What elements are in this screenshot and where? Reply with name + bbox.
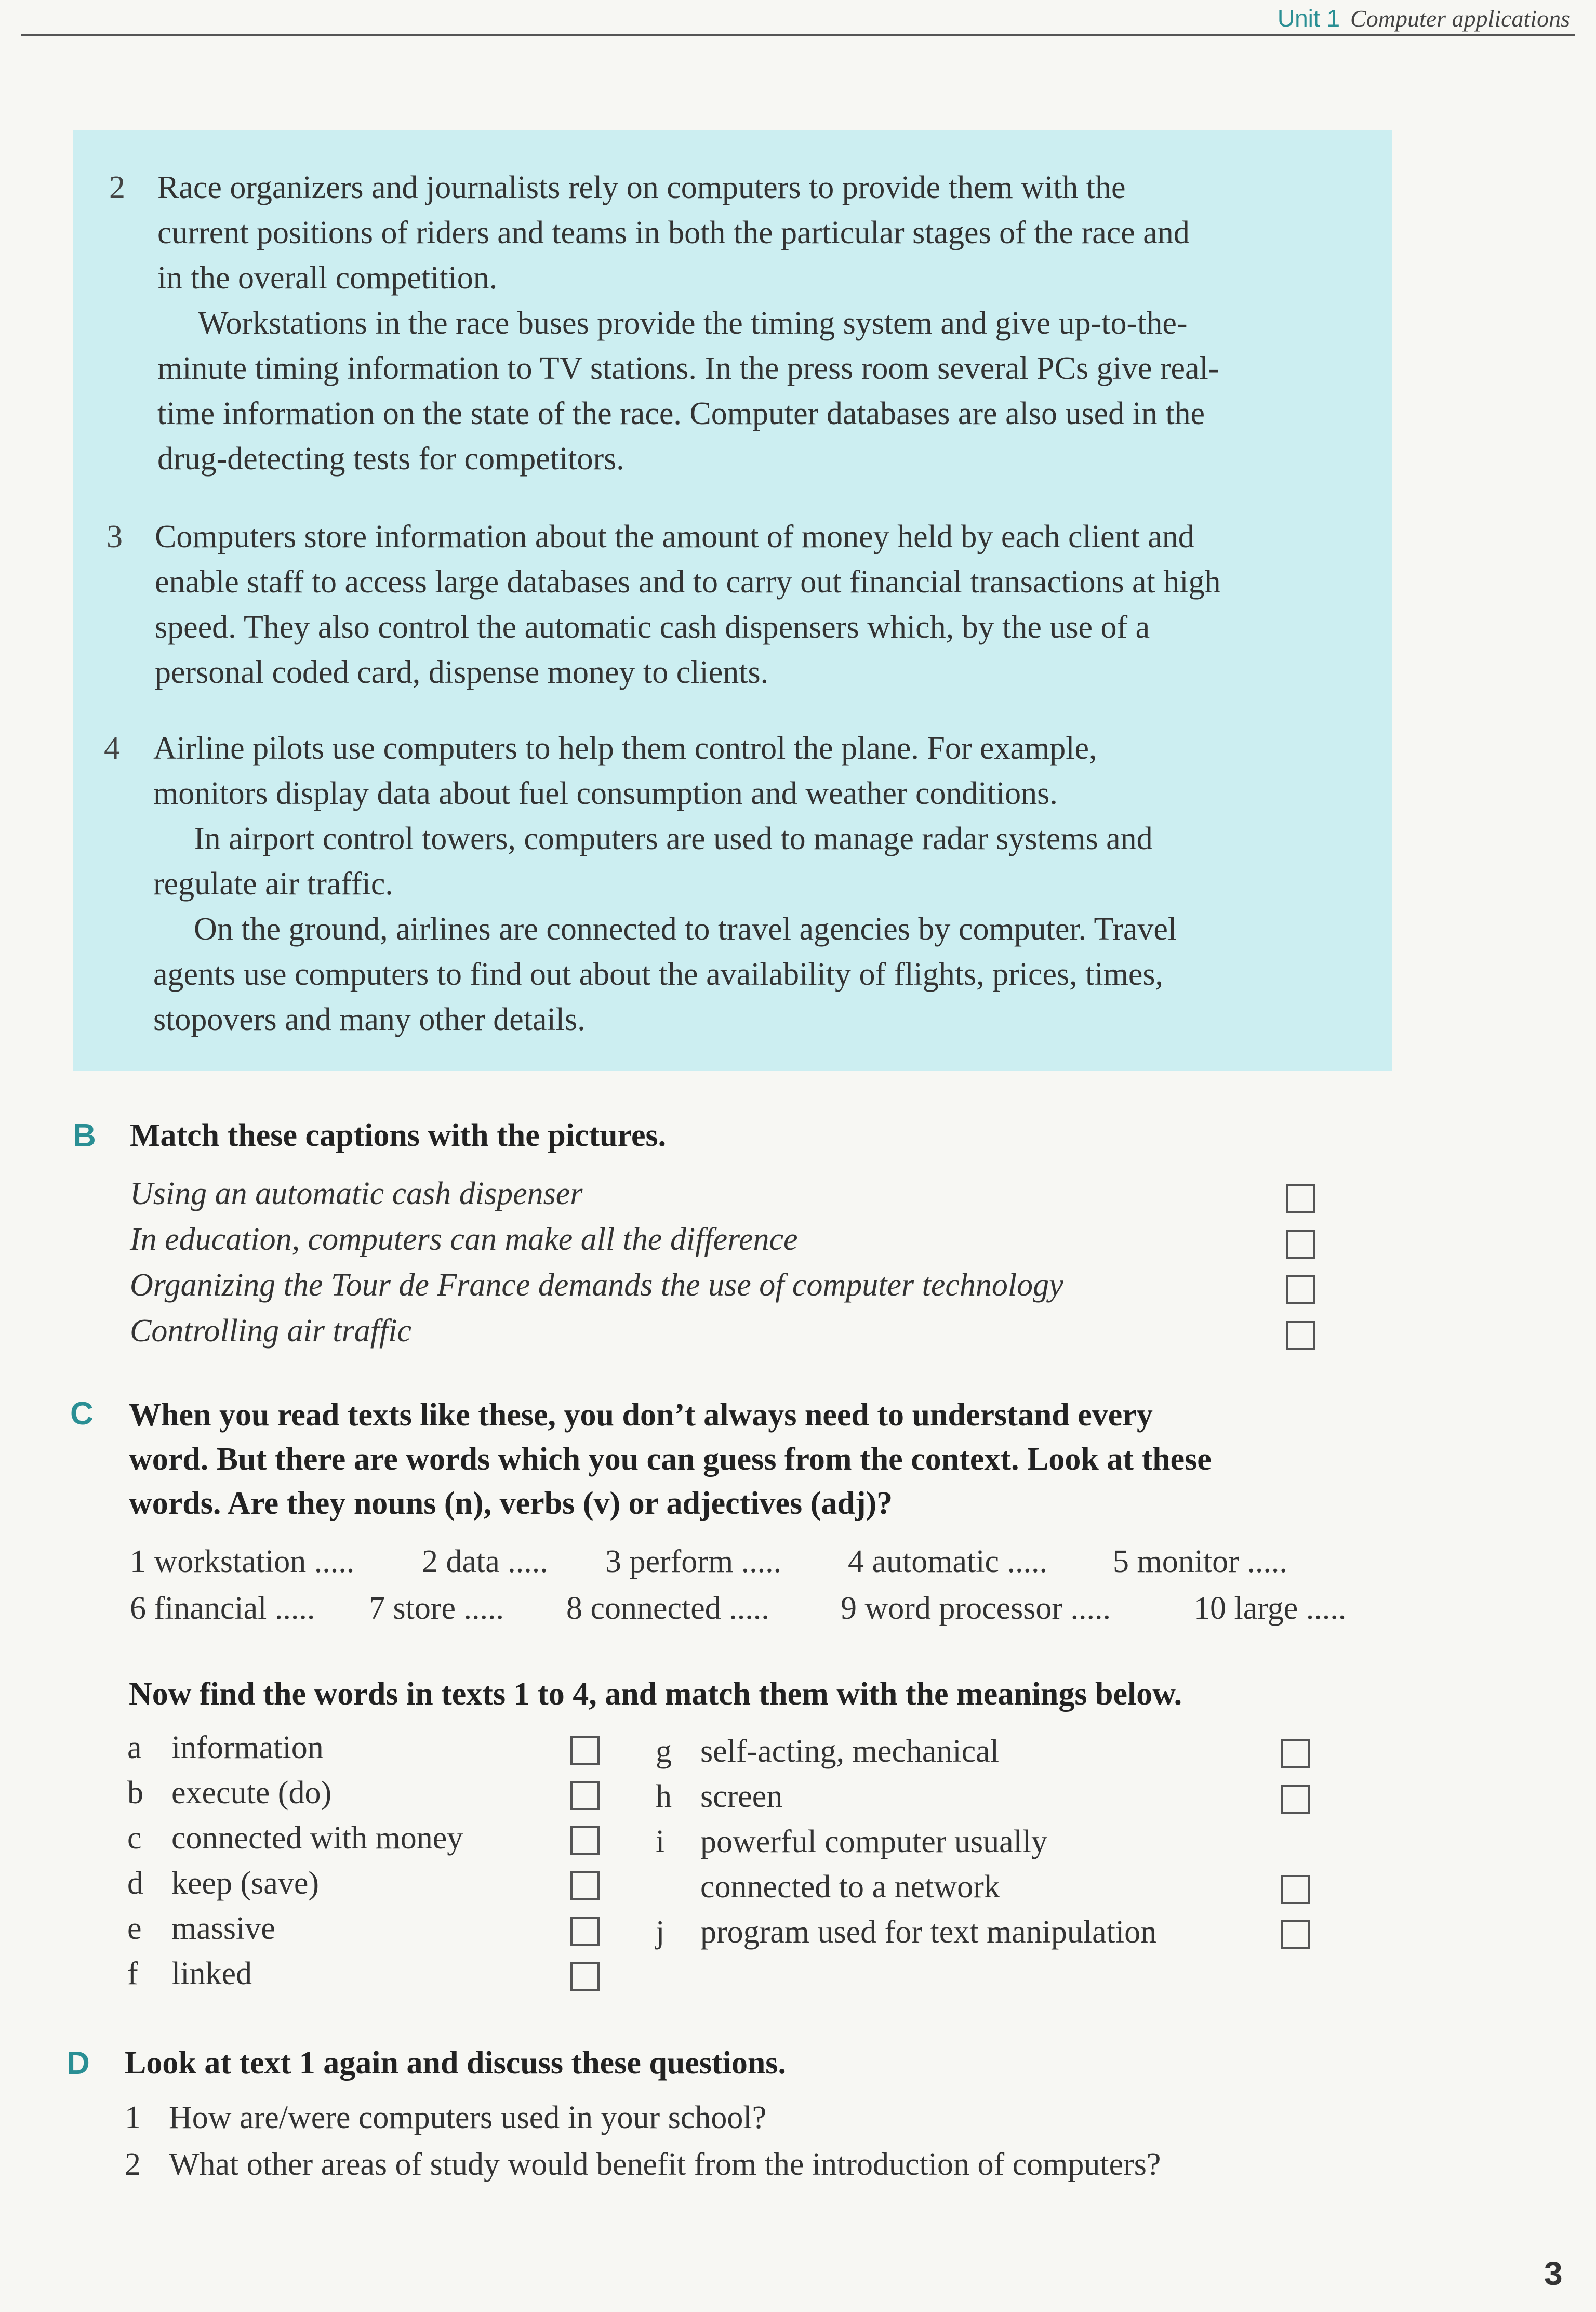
section-c-heading-line: When you read texts like these, you don’t always need to understand every [129,1397,1153,1433]
text-line: time information on the state of the race. Computer databases are also used in the [157,396,1205,431]
text-line: monitors display data about fuel consumption and weather conditions. [153,776,1058,811]
match-letter: h [656,1779,672,1814]
match-meaning: powerful computer usually [700,1824,1048,1859]
match-letter: g [656,1734,672,1769]
match-letter: c [127,1820,142,1856]
text-line: current positions of riders and teams in both the particular stages of the race and [157,215,1190,250]
text-line: Race organizers and journalists rely on computers to provide them with the [157,170,1126,205]
unit-number: Unit 1 [1277,5,1340,32]
text-line: Computers store information about the amount of money held by each client and [155,519,1194,554]
text-line: personal coded card, dispense money to clients. [155,655,769,690]
caption-checkbox[interactable] [1286,1275,1315,1304]
text-2-paragraph-1 [157,165,1190,301]
text-line: stopovers and many other details. [153,1002,586,1037]
text-line: in the overall competition. [157,260,498,296]
section-c-heading-line: words. Are they nouns (n), verbs (v) or adjectives (adj)? [129,1486,893,1521]
match-checkbox-h[interactable] [1281,1785,1310,1814]
running-header [0,0,1596,42]
text-line: speed. They also control the automatic cash dispensers which, by the use of a [155,610,1150,645]
vocab-word: 3 perform ..... [605,1544,782,1579]
section-letter-d: D [66,2045,90,2081]
text-number: 3 [107,519,123,554]
text-4-paragraph-2 [153,816,1153,907]
match-checkbox-b[interactable] [570,1781,600,1810]
vocab-word: 8 connected ..... [566,1591,769,1626]
text-number: 2 [109,170,125,205]
page-number: 3 [1544,2255,1563,2292]
match-meaning: screen [700,1779,783,1814]
caption-item: Controlling air traffic [130,1313,411,1349]
vocab-word: 9 word processor ..... [841,1591,1111,1626]
match-checkbox-f[interactable] [570,1962,600,1991]
match-checkbox-c[interactable] [570,1826,600,1855]
text-line: enable staff to access large databases and to carry out financial transactions at high [155,564,1221,600]
text-line: regulate air traffic. [153,866,393,902]
match-heading: Now find the words in texts 1 to 4, and match them with the meanings below. [129,1676,1182,1712]
text-line: Airline pilots use computers to help them control the plane. For example, [153,731,1097,766]
match-letter: b [127,1775,143,1811]
match-meaning: connected with money [171,1820,463,1856]
vocab-word: 6 financial ..... [130,1591,315,1626]
caption-checkbox[interactable] [1286,1230,1315,1259]
text-line: On the ground, airlines are connected to travel agencies by computer. Travel [194,911,1177,947]
text-4-paragraph-3 [153,907,1177,1042]
section-letter-c: C [70,1396,94,1432]
vocab-word: 2 data ..... [422,1544,548,1579]
match-checkbox-a[interactable] [570,1736,600,1765]
match-letter: i [656,1824,665,1859]
match-meaning: linked [171,1956,252,1991]
question-number: 2 [125,2147,141,2182]
text-line: agents use computers to find out about the availability of flights, prices, times, [153,957,1163,992]
match-meaning: massive [171,1911,275,1946]
match-meaning: information [171,1730,324,1765]
vocab-word: 5 monitor ..... [1113,1544,1287,1579]
text-4-paragraph-1 [153,726,1097,816]
match-meaning: self-acting, mechanical [700,1734,999,1769]
caption-item: Using an automatic cash dispenser [130,1176,583,1211]
text-number: 4 [104,731,120,766]
match-letter: d [127,1866,143,1901]
match-letter: f [127,1956,138,1991]
question-number: 1 [125,2100,141,2135]
match-meaning: program used for text manipulation [700,1914,1157,1950]
vocab-word: 4 automatic ..... [848,1544,1047,1579]
text-line: drug-detecting tests for competitors. [157,441,624,477]
header-rule [21,34,1575,36]
unit-label [1278,4,1570,32]
question-text: What other areas of study would benefit from the introduction of computers? [169,2147,1161,2182]
caption-item: In education, computers can make all the difference [130,1222,798,1257]
text-3-paragraph-1 [155,514,1221,695]
text-line: Workstations in the race buses provide the timing system and give up-to-the- [198,306,1188,341]
match-meaning: keep (save) [171,1866,319,1901]
text-line: minute timing information to TV stations. In the press room several PCs give real- [157,351,1219,386]
vocab-word: 10 large ..... [1194,1591,1347,1626]
question-text: How are/were computers used in your school? [169,2100,767,2135]
match-letter: j [656,1914,665,1950]
section-d-heading: Look at text 1 again and discuss these questions. [125,2045,786,2081]
match-checkbox-d[interactable] [570,1871,600,1900]
section-b-heading: Match these captions with the pictures. [130,1118,667,1153]
caption-checkbox[interactable] [1286,1184,1315,1213]
match-meaning: connected to a network [700,1869,1000,1905]
section-letter-b: B [73,1118,96,1154]
section-c-heading-line: word. But there are words which you can guess from the context. Look at these [129,1442,1212,1477]
caption-checkbox[interactable] [1286,1321,1315,1350]
match-checkbox-i[interactable] [1281,1875,1310,1904]
caption-item: Organizing the Tour de France demands the use of computer technology [130,1267,1063,1303]
match-letter: a [127,1730,142,1765]
text-2-paragraph-2 [157,301,1219,482]
unit-title: Computer applications [1350,5,1570,32]
match-checkbox-j[interactable] [1281,1920,1310,1949]
text-line: In airport control towers, computers are used to manage radar systems and [194,821,1153,856]
vocab-word: 7 store ..... [369,1591,504,1626]
match-checkbox-e[interactable] [570,1917,600,1946]
match-meaning: execute (do) [171,1775,332,1811]
match-checkbox-g[interactable] [1281,1739,1310,1768]
vocab-word: 1 workstation ..... [130,1544,355,1579]
match-letter: e [127,1911,142,1946]
